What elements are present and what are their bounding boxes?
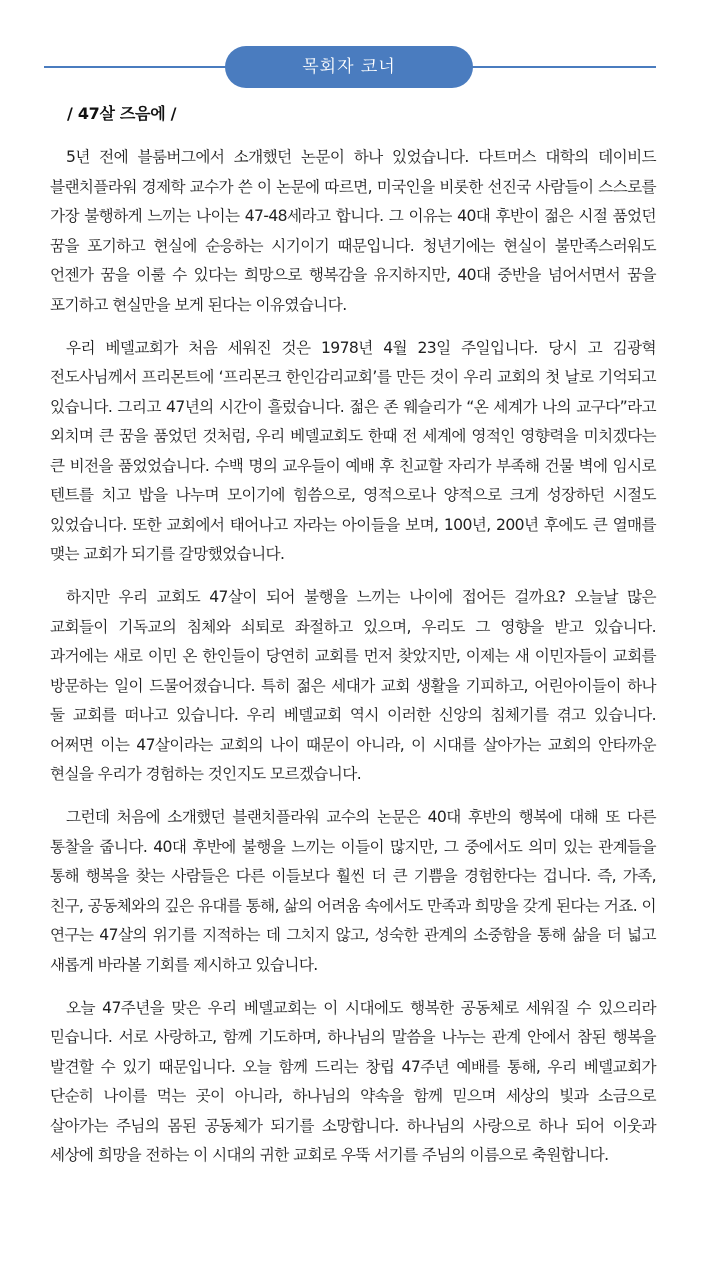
paragraph-2: 우리 베델교회가 처음 세워진 것은 1978년 4월 23일 주일입니다. 당시 고 김광혁 전도사님께서 프리몬트에 ‘프리몬크 한인감리교회’를 만든 것이 우리 교회의 첫 날로 기억되고 있습니다. 그리고 47년의 시간이 흘렀습니다. 젊은 존 웨슬리가 “온 세계가 나의 교구다”라고 외치며 큰 꿈을 품었던 것처럼, 우리 베델교회도 한때 전 세계에 영적인 영향력을 미치겠다는 큰 비전을 품었었습니다. 수백 명의 교우들이 예배 후 친교할 자리가 부족해 건물 벽에 임시로 텐트를 치고 밥을 나누며 모이기에 힘씀으로, 영적으로나 양적으로 크게 성장하던 시절도 있었습니다. 또한 교회에서 태어나고 자라는 아이들을 보며, 100년, 200년 후에도 큰 열매를 맺는 교회가 되기를 갈망했었습니다.: [50, 338, 656, 563]
article-body: [50, 143, 656, 1184]
paragraph-4: 그런데 처음에 소개했던 블랜치플라워 교수의 논문은 40대 후반의 행복에 대해 또 다른 통찰을 줍니다. 40대 후반에 불행을 느끼는 이들이 많지만, 그 중에서도 의미 있는 관계들을 통해 행복을 찾는 사람들은 다른 이들보다 훨씬 더 큰 기쁨을 경험한다는 겁니다. 즉, 가족, 친구, 공동체와의 깊은 유대를 통해, 삶의 어려움 속에서도 만족과 희망을 갖게 된다는 거죠. 이 연구는 47살의 위기를 지적하는 데 그치지 않고, 성숙한 관계의 소중함을 통해 삶을 더 넓고 새롭게 바라볼 기회를 제시하고 있습니다.: [50, 808, 656, 974]
paragraph-3: 하지만 우리 교회도 47살이 되어 불행을 느끼는 나이에 접어든 걸까요? 오늘날 많은 교회들이 기독교의 침체와 쇠퇴로 좌절하고 있으며, 우리도 그 영향을 받고 있습니다. 과거에는 새로 이민 온 한인들이 당연히 교회를 먼저 찾았지만, 이제는 새 이민자들이 교회를 방문하는 일이 드물어졌습니다. 특히 젊은 세대가 교회 생활을 기피하고, 어린아이들이 하나 둘 교회를 떠나고 있습니다. 우리 베델교회 역시 이러한 신앙의 침체기를 겪고 있습니다. 어쩌면 이는 47살이라는 교회의 나이 때문이 아니라, 이 시대를 살아가는 교회의 안타까운 현실을 우리가 경험하는 것인지도 모르겠습니다.: [50, 588, 656, 783]
section-header: [0, 46, 706, 90]
paragraph-5: 오늘 47주년을 맞은 우리 베델교회는 이 시대에도 행복한 공동체로 세워질 수 있으리라 믿습니다. 서로 사랑하고, 함께 기도하며, 하나님의 말씀을 나누는 관계 안에서 참된 행복을 발견할 수 있기 때문입니다. 오늘 함께 드리는 창립 47주년 예배를 통해, 우리 베델교회가 단순히 나이를 먹는 곳이 아니라, 하나님의 약속을 함께 믿으며 세상의 빛과 소금으로 살아가는 주님의 몸된 공동체가 되기를 소망합니다. 하나님의 사랑으로 하나 되어 이웃과 세상에 희망을 전하는 이 시대의 귀한 교회로 우뚝 서기를 주님의 이름으로 축원합니다.: [50, 998, 656, 1164]
paragraph-1: 5년 전에 블룸버그에서 소개했던 논문이 하나 있었습니다. 다트머스 대학의 데이비드 블랜치플라워 경제학 교수가 쓴 이 논문에 따르면, 미국인을 비롯한 선진국 사람들이 스스로를 가장 불행하게 느끼는 나이는 47-48세라고 합니다. 그 이유는 40대 후반이 젊은 시절 품었던 꿈을 포기하고 현실에 순응하는 시기이기 때문입니다. 청년기에는 현실이 불만족스러워도 언젠가 꿈을 이룰 수 있다는 희망으로 행복감을 유지하지만, 40대 중반을 넘어서면서 꿈을 포기하고 현실만을 보게 된다는 이유였습니다.: [50, 148, 656, 314]
section-title-badge: 목회자 코너: [225, 46, 473, 88]
article-subtitle: / 47살 즈음에 /: [67, 104, 177, 123]
